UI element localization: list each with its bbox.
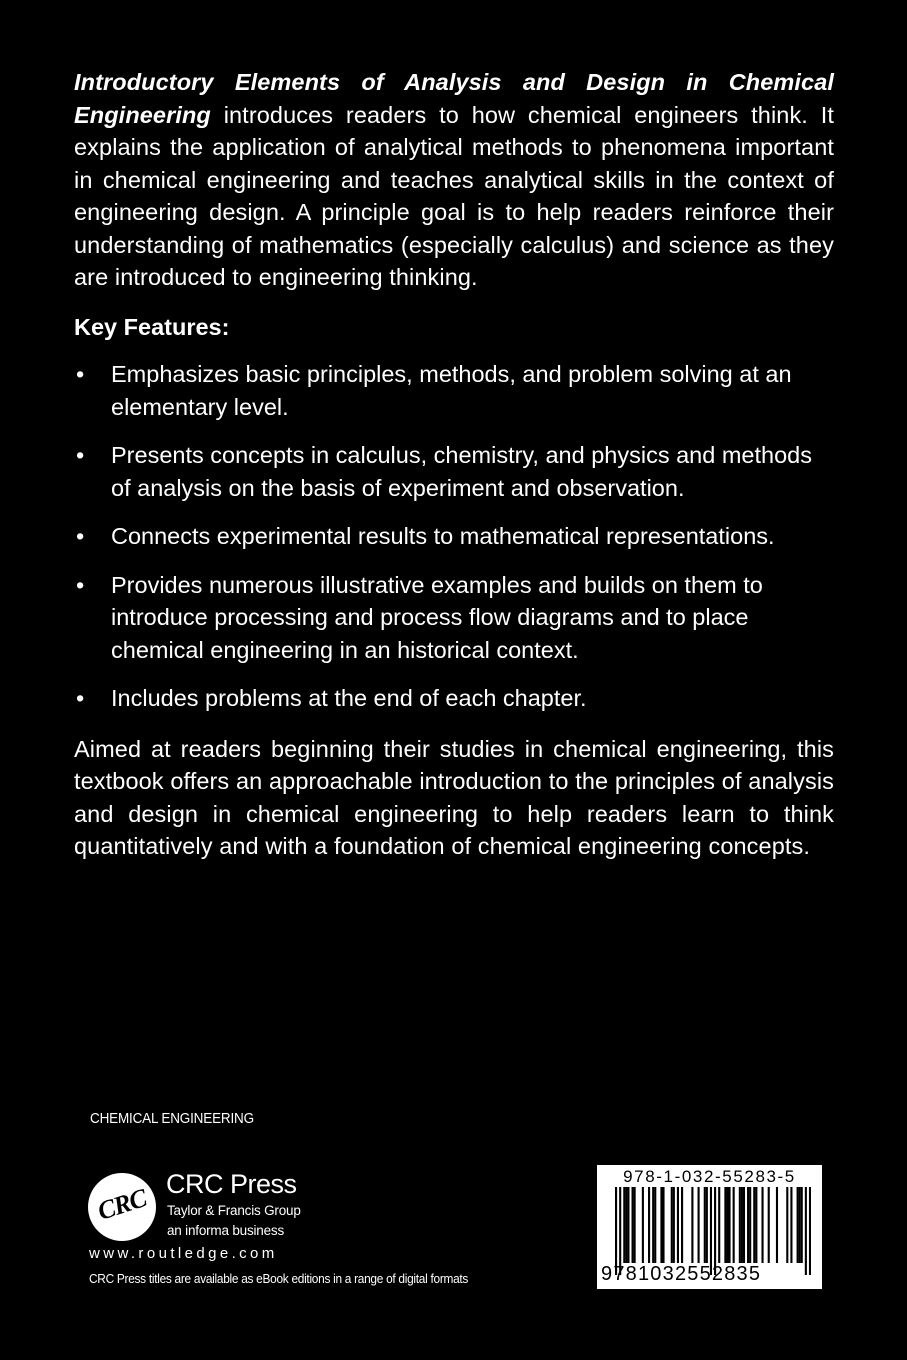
back-cover-text <box>74 66 834 863</box>
feature-item: • Emphasizes basic principles, methods, and problem solving at an elementary level. <box>74 358 834 423</box>
barcode-bar <box>768 1187 770 1263</box>
barcode-bar <box>698 1187 700 1263</box>
feature-item: • Presents concepts in calculus, chemistry, and physics and methods of analysis on the basis of experiment and observation. <box>74 439 834 504</box>
bullet-icon: • <box>76 361 85 387</box>
barcode-bar <box>627 1187 629 1263</box>
barcode-bar <box>718 1187 720 1263</box>
key-features-heading: Key Features: <box>74 313 230 340</box>
barcode-bar <box>619 1187 621 1275</box>
barcode-bar <box>743 1187 745 1263</box>
publisher-group: Taylor & Francis Group <box>167 1203 301 1218</box>
barcode-digits: 9781032552835 <box>601 1263 762 1285</box>
publisher-name: CRC Press <box>166 1169 297 1199</box>
barcode-bar <box>799 1187 801 1263</box>
barcode-bar <box>726 1187 728 1263</box>
barcode-bar <box>654 1187 656 1263</box>
isbn-number: 978-1-032-55283-5 <box>623 1167 796 1186</box>
barcode-bar <box>755 1187 757 1263</box>
barcode-bar <box>728 1187 730 1263</box>
barcode-bar <box>691 1187 693 1263</box>
barcode-bar <box>741 1187 743 1263</box>
feature-item: • Connects experimental results to mathematical representations. <box>74 520 834 553</box>
barcode-bar <box>805 1187 807 1275</box>
publisher-website: www.routledge.com <box>89 1245 278 1262</box>
barcode-bar <box>634 1187 636 1263</box>
barcode-bar <box>749 1187 751 1263</box>
key-features-list <box>74 358 834 715</box>
isbn-barcode <box>597 1165 822 1289</box>
closing-paragraph: Aimed at readers beginning their studies in chemical engineering, this textbook offers an approachable introduction to the principles of analysis and design in chemical engineering to help readers learn to think quantitatively and with a foundation of chemical engineering concepts. <box>74 735 834 859</box>
barcode-bar <box>642 1187 644 1263</box>
barcode-bar <box>714 1187 716 1275</box>
barcode-bar <box>797 1187 799 1263</box>
barcode-bar <box>632 1187 634 1263</box>
barcode-bar <box>625 1187 627 1263</box>
barcode-bar <box>809 1187 811 1275</box>
intro-text: introduces readers to how chemical engineers think. It explains the application of analytical methods to phenomena important in chemical engineering and teaches analytical skills in the context of engineering design. A principle goal is to help readers reinforce their understanding of mathematics (especially calculus) and science as they are introduced to engineering thinking. <box>74 101 834 290</box>
feature-item: • Includes problems at the end of each chapter. <box>74 682 834 715</box>
subject-category: CHEMICAL ENGINEERING <box>90 1110 254 1127</box>
book-title: Introductory Elements of Analysis and Design in Chemical Engineering <box>74 69 834 128</box>
barcode-bar <box>671 1187 673 1263</box>
barcode-bar <box>677 1187 679 1263</box>
bullet-icon: • <box>76 571 85 598</box>
barcode-bar <box>623 1187 625 1263</box>
publisher-block <box>88 1165 508 1305</box>
crc-logo-icon: CRC <box>88 1173 156 1241</box>
barcode-bar <box>673 1187 675 1263</box>
barcode-bar <box>753 1187 755 1263</box>
barcode-bar <box>747 1187 749 1263</box>
barcode-bar <box>776 1187 778 1263</box>
barcode-bar <box>761 1187 763 1263</box>
barcode-bar <box>615 1187 617 1275</box>
feature-item: • Provides numerous illustrative examples and builds on them to introduce processing and process flow diagrams and to place chemical engineering in an historical context. <box>74 569 834 667</box>
barcode-bar <box>681 1187 683 1263</box>
barcode-bar <box>704 1187 706 1263</box>
ebook-note: CRC Press titles are available as eBook editions in a range of digital formats <box>89 1272 469 1286</box>
bullet-icon: • <box>76 442 85 468</box>
barcode-bar <box>786 1187 788 1263</box>
bullet-icon: • <box>76 685 85 711</box>
barcode-bar <box>790 1187 792 1263</box>
barcode-bar <box>710 1187 712 1275</box>
barcode-bar <box>733 1187 735 1263</box>
barcode-bar <box>801 1187 803 1263</box>
barcode-bars <box>615 1187 811 1275</box>
intro-paragraph <box>74 66 834 294</box>
barcode-bar <box>648 1187 650 1263</box>
barcode-bar <box>662 1187 664 1263</box>
publisher-business: an informa business <box>167 1223 285 1238</box>
barcode-bar <box>739 1187 741 1263</box>
barcode-bar <box>652 1187 654 1263</box>
bullet-icon: • <box>76 523 85 549</box>
barcode-bar <box>706 1187 708 1263</box>
barcode-bar <box>724 1187 726 1263</box>
barcode-bar <box>660 1187 662 1263</box>
